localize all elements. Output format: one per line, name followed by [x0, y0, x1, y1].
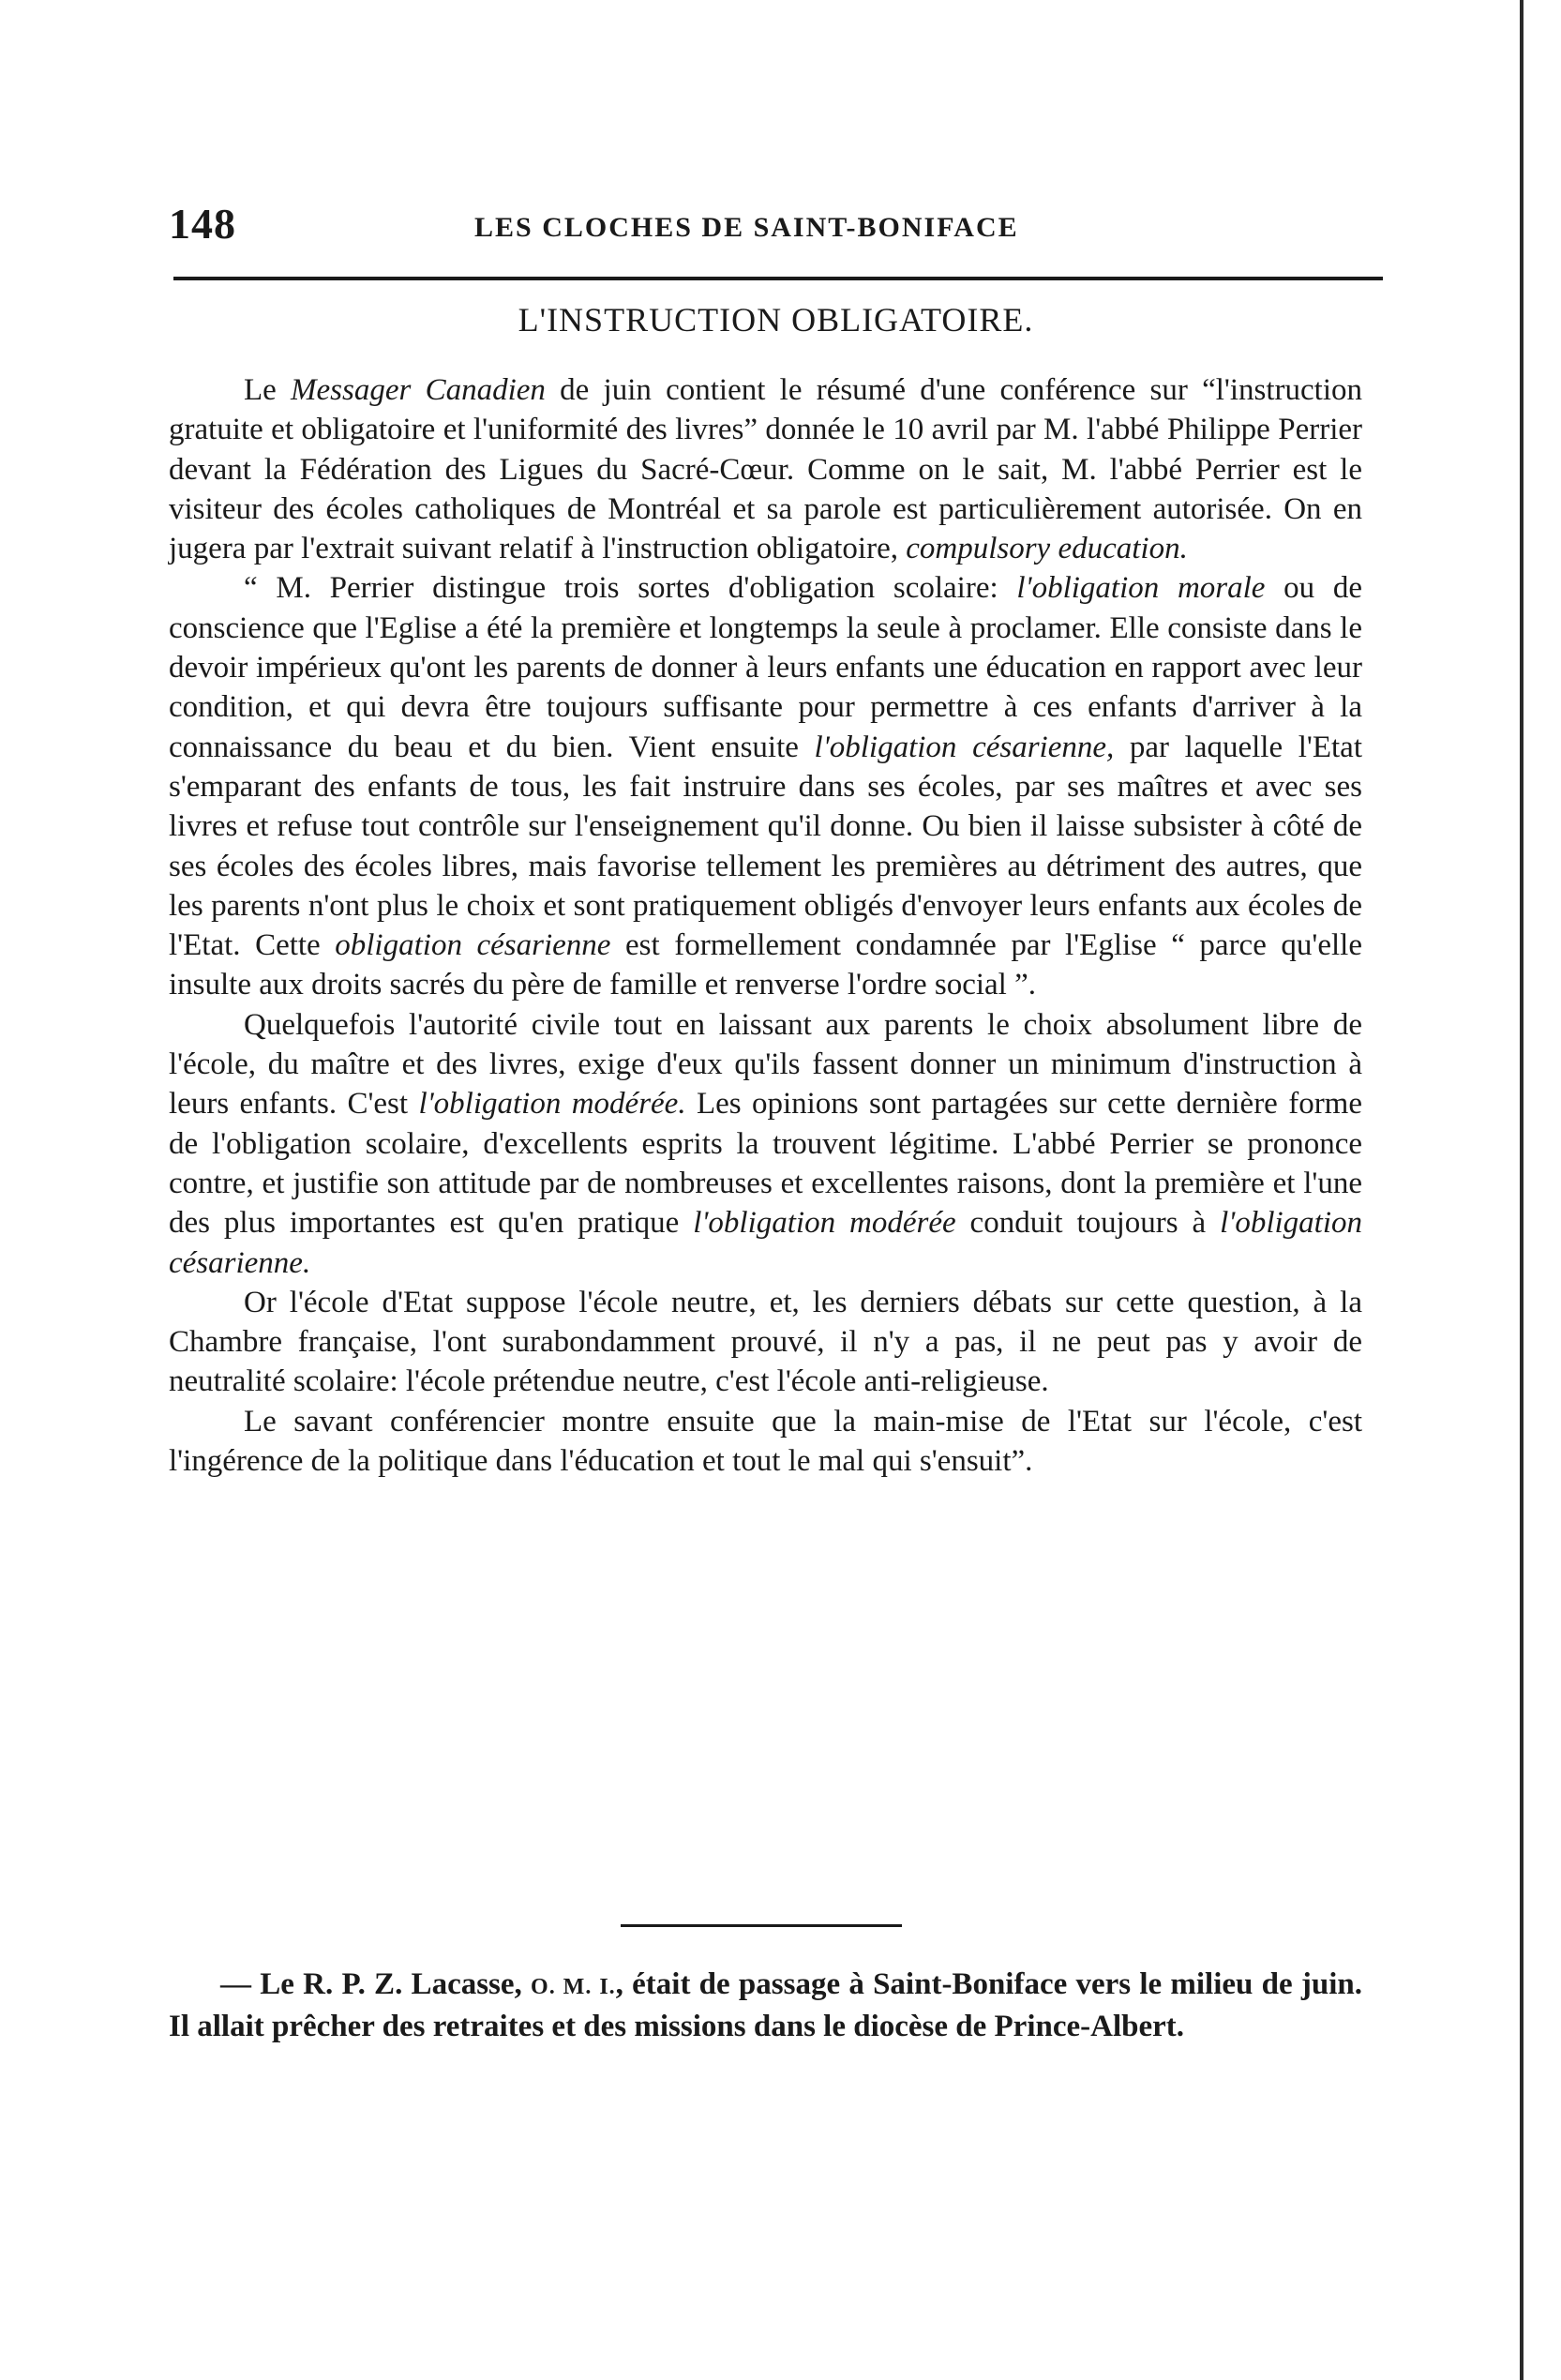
italic-run: l'obligation modérée. [418, 1087, 686, 1122]
order-abbreviation: O. M. I. [531, 1975, 616, 1999]
note-paragraph [169, 1965, 1362, 2047]
paragraph-3 [169, 1005, 1362, 1283]
text-run: “ M. Perrier distingue trois sortes d'obligation scolaire: [244, 571, 1017, 606]
text-run: , était de passage à Saint-Boniface vers le milieu de juin. Il allait prêcher des retraites et des missions dans le diocèse de Prince-Albert. [169, 1967, 1362, 2044]
italic-run: l'obligation morale [1016, 571, 1266, 606]
text-run: de juin contient le résumé d'une conférence sur “l'instruction gratuite et obligatoire et l'uniformité des livres” donnée le 10 avril par M. l'abbé Philippe Perrier devant la Fédération des Ligues du Sacré-Cœur. Comme on le sait, M. l'abbé Perrier est le visiteur des écoles catholiques de Montréal et sa parole est particulièrement autorisée. On en jugera par l'extrait suivant relatif à l'instruction obligatoire, [169, 373, 1362, 566]
text-run: Quelquefois l'autorité civile tout en laissant aux parents le choix absolument libre de l'école, du maître et des livres, exige d'eux qu'ils fassent donner un minimum d'instruction à leurs enfants. C'est [169, 1007, 1362, 1122]
article-body [169, 370, 1362, 1481]
italic-run: l'obligation césarienne, [814, 730, 1115, 764]
italic-run: Messager Canadien [291, 373, 546, 407]
page-number: 148 [169, 200, 236, 248]
text-run: est formellement condamnée par l'Eglise “ parce qu'elle insulte aux droits sacrés du père de famille et renverse l'ordre social ”. [169, 928, 1362, 1002]
section-divider [621, 1924, 902, 1927]
news-note [169, 1965, 1362, 2047]
paragraph-1 [169, 370, 1362, 568]
page-edge-line [1520, 0, 1523, 2380]
italic-run: l'obligation modérée [693, 1206, 956, 1241]
italic-run: compulsory education. [906, 532, 1188, 566]
paragraph-4: Or l'école d'Etat suppose l'école neutre, et, les derniers débats sur cette question, à la Chambre française, l'ont surabondamment prouvé, il n'y a pas, il ne peut pas y avoir de neutralité scolaire: l'école prétendue neutre, c'est l'école anti-religieuse. [169, 1285, 1362, 1399]
text-run: conduit toujours à [955, 1206, 1221, 1241]
text-run: ou de conscience que l'Eglise a été la première et longtemps la seule à proclamer. Elle consiste dans le devoir impérieux qu'ont les parents de donner à leurs enfants une éducation en rapport avec leur condition, et qui devra être toujours suffisante pour permettre à ces enfants d'arriver à la connaissance du beau et du bien. Vient ensuite [169, 571, 1362, 764]
italic-run: l'obligation césarienne. [169, 1206, 1363, 1280]
text-run: par laquelle l'Etat s'emparant des enfants de tous, les fait instruire dans ses écoles, par ses maîtres et avec ses livres et refuse tout contrôle sur l'enseignement qu'il donne. Ou bien il laisse subsister à côté de ses écoles des écoles libres, mais favorise tellement les premières au détriment des autres, que les parents n'ont plus le choix et sont pratiquement obligés d'envoyer leurs enfants aux écoles de l'Etat. Cette [169, 730, 1362, 963]
text-run: — Le R. P. Z. Lacasse, [220, 1967, 532, 2001]
header-rule [173, 277, 1383, 280]
paragraph-5: Le savant conférencier montre ensuite que la main-mise de l'Etat sur l'école, c'est l'ingérence de la politique dans l'éducation et tout le mal qui s'ensuit”. [169, 1404, 1362, 1479]
paragraph-2 [169, 568, 1362, 1004]
page-header [169, 199, 1383, 255]
running-head: LES CLOCHES DE SAINT-BONIFACE [474, 212, 1019, 243]
article-title: L'INSTRUCTION OBLIGATOIRE. [518, 301, 1034, 339]
text-run: Les opinions sont partagées sur cette dernière forme de l'obligation scolaire, d'excellents esprits la trouvent légitime. L'abbé Perrier se prononce contre, et justifie son attitude par de nombreuses et excellentes raisons, dont la première et l'une des plus importantes est qu'en pratique [169, 1087, 1362, 1241]
italic-run: obligation césarienne [335, 928, 611, 963]
text-run: Le [244, 373, 292, 407]
